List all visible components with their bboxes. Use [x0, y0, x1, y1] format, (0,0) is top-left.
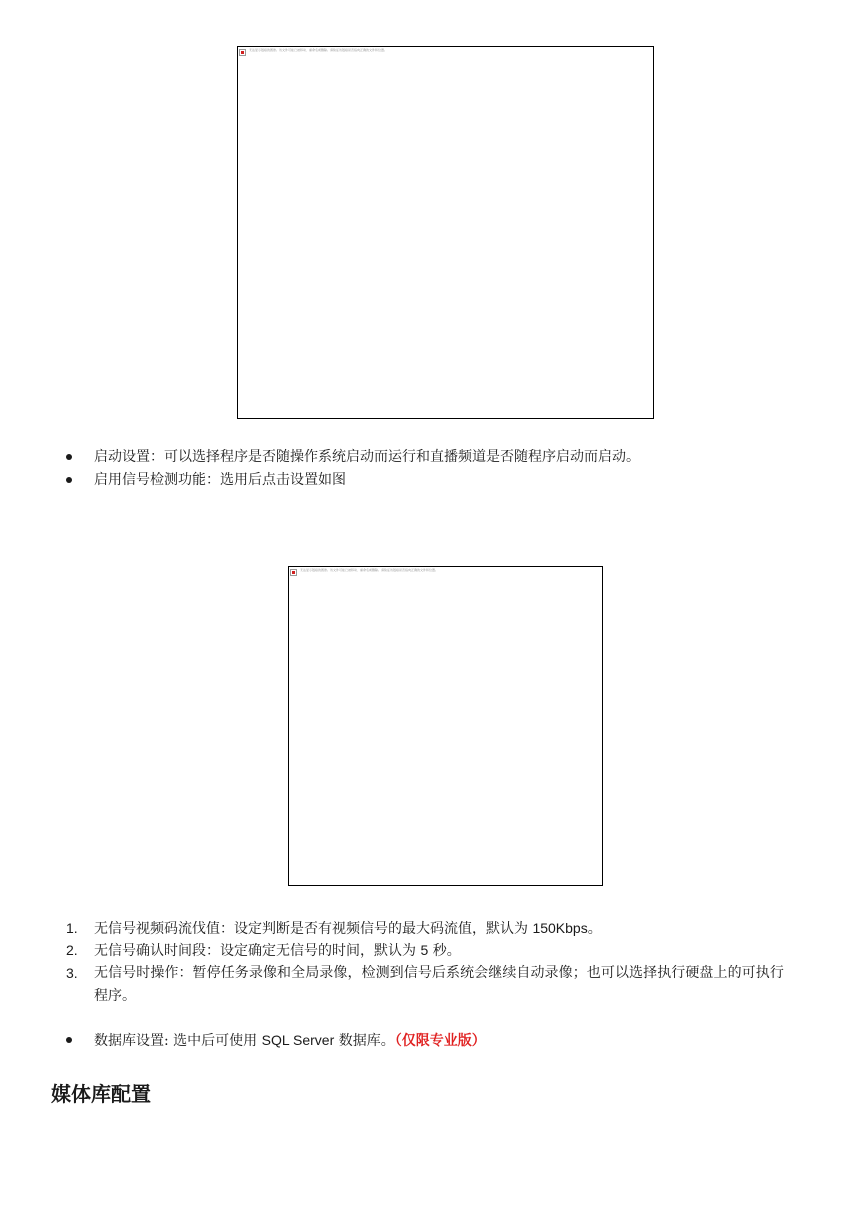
bullet-marker — [66, 454, 72, 460]
db-text: 数据库。 — [334, 1033, 395, 1049]
list-item-no-signal-action-cont: 程序。 — [94, 988, 136, 1004]
broken-image-text: 无法显示链接的图像。该文件可能已被移动、重命名或删除。请验证该链接是否指向正确的文件和位置。 — [249, 48, 388, 52]
broken-image-notice — [290, 568, 438, 576]
figure-1-placeholder — [237, 46, 654, 419]
figure-2-placeholder — [288, 566, 603, 886]
bullet-database-settings — [94, 1029, 486, 1052]
list-item-confirm-time — [94, 939, 461, 962]
list-number: 3. — [66, 965, 78, 981]
bullet-startup-settings: 启动设置：可以选择程序是否随操作系统启动而运行和直播频道是否随程序启动而启动。 — [94, 449, 640, 465]
broken-image-icon — [290, 569, 297, 576]
list-item-text: 。 — [587, 921, 602, 937]
list-item-text: 无信号确认时间段：设定确定无信号的时间，默认为 — [94, 943, 421, 959]
broken-image-icon — [239, 49, 246, 56]
pro-only-note: （仅限专业版） — [394, 1033, 486, 1049]
list-item-value: 5 — [420, 942, 429, 958]
list-item-bitrate-threshold — [94, 917, 602, 940]
bullet-signal-detection: 启用信号检测功能：选用后点击设置如图 — [94, 472, 346, 488]
section-heading: 媒体库配置 — [51, 1082, 151, 1106]
broken-image-text: 无法显示链接的图像。该文件可能已被移动、重命名或删除。请验证该链接是否指向正确的文件和位置。 — [300, 568, 439, 572]
bullet-marker — [66, 1037, 72, 1043]
list-item-text: 无信号视频码流伐值：设定判断是否有视频信号的最大码流值，默认为 — [94, 921, 533, 937]
list-item-value: 150Kbps — [532, 920, 588, 936]
db-text: 数据库设置: 选中后可使用 — [94, 1033, 262, 1049]
list-number: 1. — [66, 920, 78, 936]
list-item-text: 秒。 — [428, 943, 461, 959]
bullet-marker — [66, 477, 72, 483]
list-number: 2. — [66, 942, 78, 958]
list-item-no-signal-action: 无信号时操作：暂停任务录像和全局录像，检测到信号后系统会继续自动录像；也可以选择执行硬盘上的可执行 — [94, 965, 784, 981]
db-value: SQL Server — [261, 1032, 335, 1048]
broken-image-notice — [239, 48, 387, 56]
